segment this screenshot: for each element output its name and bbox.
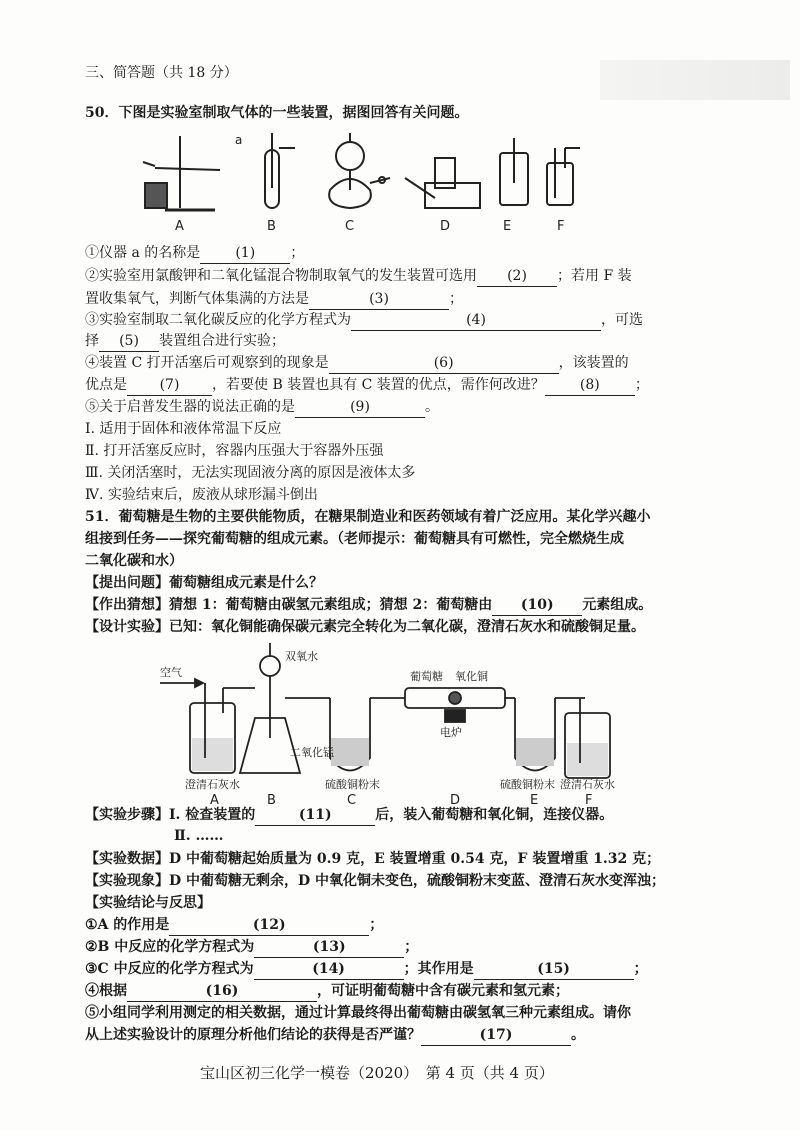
section-title: 三、简答题（共 18 分）: [85, 65, 238, 81]
label-cuso4-e: 硫酸铜粉末: [500, 778, 555, 791]
apparatus-f: [547, 148, 580, 205]
q51-c1: ①A 的作用是 (12) ；: [85, 915, 383, 936]
label-furnace: 电炉: [440, 726, 462, 739]
q51-question: 【提出问题】葡萄糖组成元素是什么？: [85, 575, 323, 591]
blank-3[interactable]: (3): [309, 289, 449, 310]
q50-option-1: Ⅰ. 适用于固体和液体常温下反应: [85, 421, 282, 437]
question-50-stem: 50．下图是实验室制取气体的一些装置，据图回答有关问题。: [85, 105, 469, 121]
blank-5[interactable]: (5): [99, 331, 159, 352]
fig-label-c: C: [347, 793, 357, 808]
label-limewater-a: 澄清石灰水: [185, 778, 240, 791]
q50-part-5: ⑤关于启普发生器的说法正确的是 (9) 。: [85, 397, 439, 418]
q50-apparatus-figure: [135, 128, 595, 238]
blank-12[interactable]: (12): [169, 915, 369, 936]
blank-8[interactable]: (8): [545, 375, 635, 396]
blank-11[interactable]: (11): [255, 805, 375, 826]
fig-label-f: F: [585, 793, 593, 808]
q50-part-1: ①仪器 a 的名称是 (1) ；: [85, 243, 304, 264]
blank-6[interactable]: (6): [329, 353, 559, 374]
blank-15[interactable]: (15): [474, 959, 634, 980]
blank-16[interactable]: (16): [127, 981, 317, 1002]
fig-label-d: D: [450, 793, 461, 808]
q51-steps-1: 【实验步骤】Ⅰ. 检查装置的 (11) 后，装入葡萄糖和氧化铜，连接仪器。: [85, 805, 613, 826]
q50-option-2: Ⅱ. 打开活塞反应时，容器内压强大于容器外压强: [85, 443, 384, 459]
blank-1[interactable]: (1): [200, 243, 290, 264]
q51-intro-3: 二氧化碳和水）: [85, 553, 183, 569]
q50-part-4: ④装置 C 打开活塞后可观察到的现象是 (6) ，该装置的: [85, 353, 629, 374]
q51-conclusion-heading: 【实验结论与反思】: [85, 895, 211, 911]
page-footer: 宝山区初三化学一模卷（2020） 第 4 页（共 4 页）: [200, 1064, 554, 1082]
q50-part-2: ②实验室用氯酸钾和二氧化锰混合物制取氧气的发生装置可选用 (2) ；若用 F 装: [85, 266, 632, 287]
label-cuso4-c: 硫酸铜粉末: [325, 778, 380, 791]
apparatus-b: [265, 133, 295, 208]
blank-13[interactable]: (13): [254, 937, 404, 958]
q51-intro-1: 51．葡萄糖是生物的主要供能物质，在糖果制造业和医药领域有着广泛应用。某化学兴趣小: [85, 509, 651, 525]
blank-2[interactable]: (2): [477, 266, 557, 287]
label-air: 空气: [160, 666, 182, 679]
q50-option-3: Ⅲ. 关闭活塞时，无法实现固液分离的原因是液体太多: [85, 465, 416, 481]
blank-17[interactable]: (17): [421, 1025, 571, 1046]
label-a-letter: a: [235, 133, 243, 147]
label-d: D: [440, 219, 451, 234]
label-e: E: [503, 219, 512, 234]
q51-design: 【设计实验】已知：氧化铜能确保碳元素完全转化为二氧化碳，澄清石灰水和硫酸铜足量。: [85, 619, 645, 635]
q51-guess: 【作出猜想】猜想 1：葡萄糖由碳氢元素组成；猜想 2：葡萄糖由 (10) 元素组成。: [85, 595, 652, 616]
q51-c2: ②B 中反应的化学方程式为 (13) ；: [85, 937, 418, 958]
fig-label-e: E: [530, 793, 539, 808]
blank-4[interactable]: (4): [351, 310, 601, 331]
blank-7[interactable]: (7): [127, 375, 212, 396]
bleed-through-marks: [600, 60, 790, 100]
label-a: A: [175, 219, 184, 234]
q51-c5b: 从上述实验设计的原理分析他们结论的获得是否严谨？ (17) 。: [85, 1025, 585, 1046]
label-glucose: 葡萄糖: [410, 670, 443, 683]
apparatus-e: [500, 138, 528, 205]
q50-option-4: Ⅳ. 实验结束后，废液从球形漏斗倒出: [85, 487, 318, 503]
q51-phenomenon: 【实验现象】D 中葡萄糖无剩余，D 中氧化铜未变色，硫酸铜粉末变蓝、澄清石灰水变浑浊；: [85, 873, 666, 889]
label-limewater-f: 澄清石灰水: [560, 778, 615, 791]
fig-label-b: B: [267, 793, 276, 808]
apparatus-d: [405, 158, 480, 208]
q51-data: 【实验数据】D 中葡萄糖起始质量为 0.9 克，E 装置增重 0.54 克，F 装置增重 1.32 克；: [85, 851, 661, 867]
q51-steps-2: Ⅱ. ……: [174, 828, 224, 844]
q50-part-4b: 优点是 (7) ，若要使 B 装置也具有 C 装置的优点，需作何改进？ (8) ；: [85, 375, 649, 396]
apparatus-c: [329, 133, 390, 208]
q51-c5a: ⑤小组同学利用测定的相关数据，通过计算最终得出葡萄糖由碳氢氧三种元素组成。请你: [85, 1005, 631, 1021]
blank-10[interactable]: (10): [492, 595, 582, 616]
q51-apparatus-figure: [155, 638, 625, 808]
q51-c4: ④根据 (16) ，可证明葡萄糖中含有碳元素和氢元素；: [85, 981, 569, 1002]
label-f: F: [557, 219, 565, 234]
fig-label-a: A: [210, 793, 219, 808]
q51-intro-2: 组接到任务——探究葡萄糖的组成元素。（老师提示：葡萄糖具有可燃性，完全燃烧生成: [85, 531, 624, 547]
label-b: B: [267, 219, 276, 234]
label-mno2: 二氧化锰: [290, 746, 334, 759]
q51-c3: ③C 中反应的化学方程式为 (14) ；其作用是 (15) ；: [85, 959, 648, 980]
blank-14[interactable]: (14): [254, 959, 404, 980]
q50-part-3b: 择 (5) 装置组合进行实验；: [85, 331, 285, 352]
label-cuo: 氧化铜: [455, 670, 488, 683]
label-h2o2: 双氧水: [285, 650, 318, 663]
label-c: C: [345, 219, 355, 234]
blank-9[interactable]: (9): [295, 397, 425, 418]
apparatus-a: [143, 136, 220, 210]
q50-part-3: ③实验室制取二氧化碳反应的化学方程式为 (4) ，可选: [85, 310, 643, 331]
q50-part-2b: 置收集氧气，判断气体集满的方法是 (3) ；: [85, 289, 463, 310]
